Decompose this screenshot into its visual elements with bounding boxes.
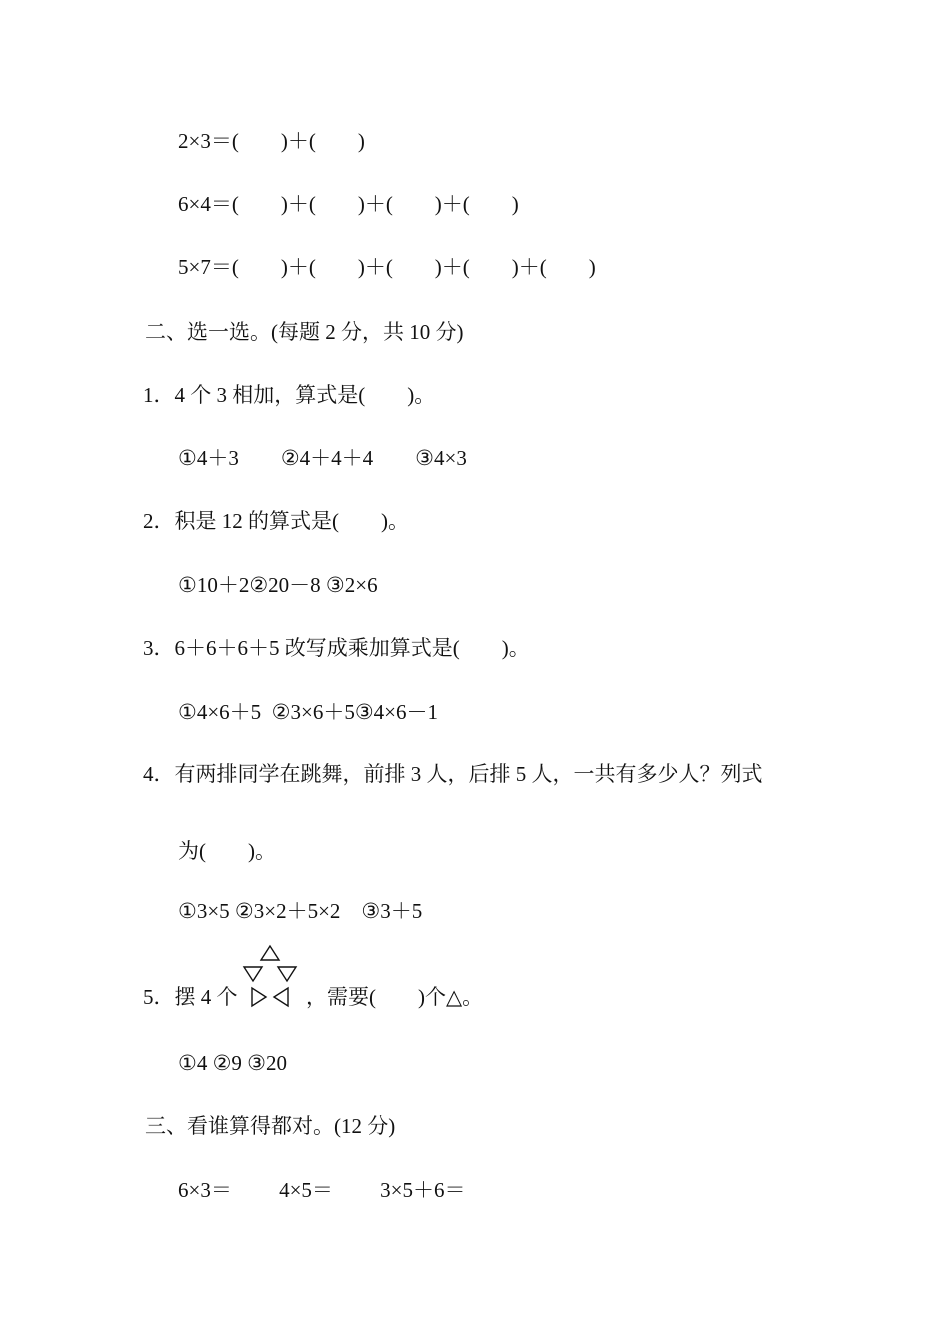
triangle-bottom-left [252, 988, 266, 1006]
question-3-stem: 3．6＋6＋6＋5 改写成乘加算式是( )。 [143, 636, 530, 660]
question-5-options: ①4 ②9 ③20 [178, 1051, 287, 1075]
question-5-stem-suffix: ，需要( )个△。 [306, 985, 484, 1009]
equation-line-1: 2×3＝( )＋( ) [178, 129, 365, 153]
section-3-heading: 三、看谁算得都对。(12 分) [145, 1114, 396, 1138]
equation-line-3: 5×7＝( )＋( )＋( )＋( )＋( ) [178, 255, 596, 279]
triangle-bottom-right [274, 988, 288, 1006]
triangle-left [244, 967, 262, 981]
question-2-options: ①10＋2②20－8 ③2×6 [178, 573, 378, 597]
equation-line-2: 6×4＝( )＋( )＋( )＋( ) [178, 192, 519, 216]
triangle-top [261, 946, 279, 960]
question-2-stem: 2．积是 12 的算式是( )。 [143, 509, 409, 533]
section-2-heading: 二、选一选。(每题 2 分，共 10 分) [145, 320, 464, 344]
question-4-stem-line-2: 为( )。 [178, 839, 276, 863]
triangle-figure [236, 944, 304, 1010]
question-4-stem-line-1: 4．有两排同学在跳舞，前排 3 人，后排 5 人，一共有多少人？列式 [143, 762, 763, 786]
question-5-stem-prefix: 5．摆 4 个 [143, 985, 238, 1009]
triangle-right [278, 967, 296, 981]
question-1-stem: 1．4 个 3 相加，算式是( )。 [143, 383, 436, 407]
question-1-options: ①4＋3 ②4＋4＋4 ③4×3 [178, 446, 467, 470]
section-3-problems: 6×3＝ 4×5＝ 3×5＋6＝ [178, 1178, 466, 1202]
question-3-options: ①4×6＋5 ②3×6＋5③4×6－1 [178, 700, 439, 724]
question-4-options: ①3×5 ②3×2＋5×2 ③3＋5 [178, 899, 423, 923]
